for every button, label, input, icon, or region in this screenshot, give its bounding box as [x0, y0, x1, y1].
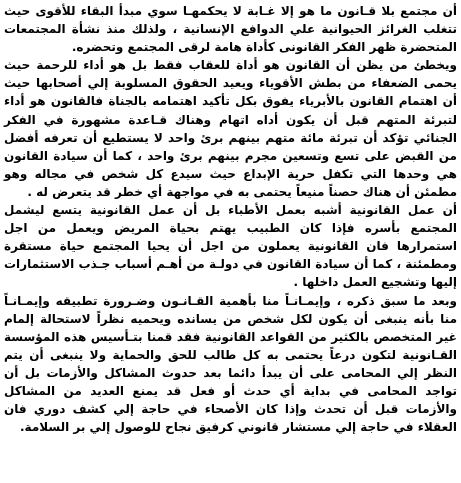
paragraph-conclusion: وبعد ما سبق ذكره ، وإيمـانـاً منا بأهمية القـانـون وضـرورة تطبيقه وإيمـانـاً منا بأنه ينبغى أن يكون لكل شخص من يسانده ويحميه نظراً لاستحالة إلمام غير المتخصص بالكثير من القواعد القانونية فقد قمنا بتـأسيس هذه المؤسسة القـانونية لتكون درعاً يحتمى به كل طالب للحق والحماية ولا ينبغى أن يتم النظر إلي المحامى على أن يبدأ دائما بعد حدوث المشاكل والأزمات بل أن تواجد المحامى في بداية أي حدث أو فعل قد يمنع العديد من المشاكل والأزمات قبل أن تحدث وإذا كان الأصحاء في حاجة إلي كشف دوري فان العقلاء في حاجة إلي مستشار قانوني كرفيق نجاح للوصول إلي بر السلامة.: [4, 293, 457, 435]
paragraph-intro: أن مجتمع بلا قـانون ما هو إلا غـابة لا يحكمهـا سوي مبدأ البقاء للأقوى حيث تتغلب الغرائز الحيوانية علي الدوافع الإنسانية ، ولذلك منذ نشأة المجتمعات المتحضرة ظهر الفكر القانونى كأداة هامة لرقى المجتمع وتحضره.: [4, 4, 457, 55]
paragraph-lawyers-doctors: أن عمل القانونية أشبه بعمل الأطباء بل أن عمل القانونية يتسع ليشمل المجتمع بأسره فإذا كان الطبيب يهتم بحياة المريض ويعمل من اجل استمرارها فان القانونية يعملون من اجل أن يحيا المجتمع حياة مستقرة ومطمئنة ، كما أن سيادة القانون في دولـة من أهـم أسباب جـذب الاستثمارات إليها وتشجيع العمل داخلها .: [4, 203, 457, 290]
paragraph-law-mercy: ويخطئ من يظن أن القانون هو أداة للعقاب فقط بل هو أداء للرحمة حيث يحمى الضعفاء من بطش الأقوياء ويعيد الحقوق المسلوبة إلي أصحابها حيث أن اهتمام القانون بالأبرياء يفوق بكل تأكيد اهتمامه بالجناة فالقانون هو أداء لتبرئة المتهم قبل أن يكون أداه اتهام وهناك قـاعدة مشهورة في الفكر الجنائي تؤكد أن تبرئة مائة متهم بينهم برئ واحد لا يستطيع أن تعرفه أفضل من القبض على تسع وتسعين مجرم بينهم برئ واحد ، كما أن سيادة القانون هي وحدها التي تكفل حرية الإبداع حيث سيدع كل شخص في مجاله وهو مطمئن أن هناك حصناً منيعاً يحتمى به في مواجهة أي خطر قد يتعرض له .: [4, 58, 457, 199]
